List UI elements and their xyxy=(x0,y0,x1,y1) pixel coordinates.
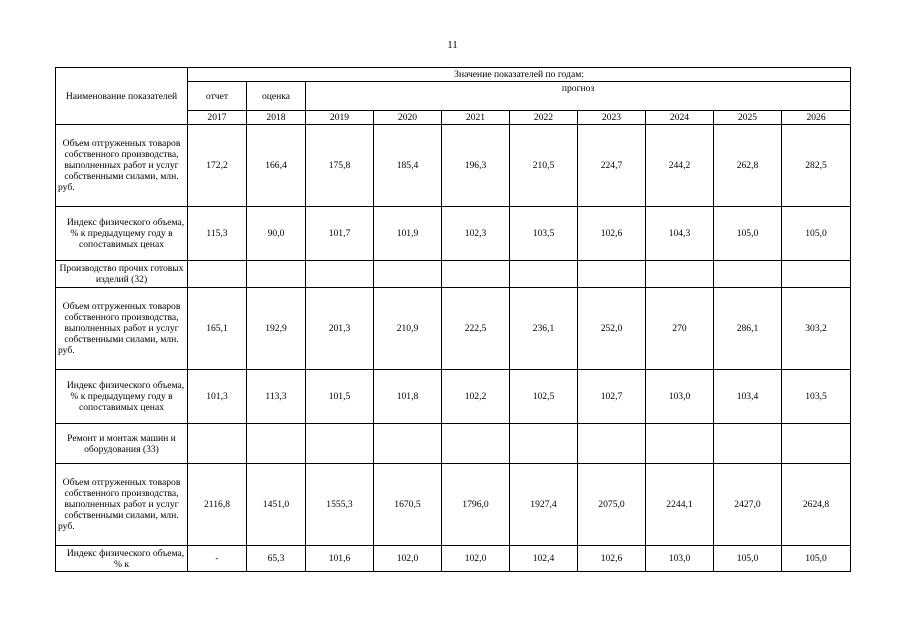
table-row xyxy=(56,261,851,288)
value-cell: 262,8 xyxy=(714,125,782,207)
indicator-name: Индекс физического объема, % к xyxy=(56,546,188,572)
value-cell: 102,6 xyxy=(578,207,646,261)
value-cell xyxy=(782,261,851,288)
value-cell: 252,0 xyxy=(578,288,646,370)
value-cell: - xyxy=(188,546,247,572)
value-cell: 224,7 xyxy=(578,125,646,207)
value-cell: 101,8 xyxy=(374,370,442,424)
values-group-header: Значение показателей по годам: xyxy=(188,68,851,82)
year-header: 2024 xyxy=(646,111,714,125)
value-cell: 270 xyxy=(646,288,714,370)
value-cell: 2244,1 xyxy=(646,464,714,546)
value-cell xyxy=(306,424,374,464)
year-header: 2019 xyxy=(306,111,374,125)
value-cell: 165,1 xyxy=(188,288,247,370)
value-cell xyxy=(714,424,782,464)
value-cell: 101,6 xyxy=(306,546,374,572)
value-cell: 103,0 xyxy=(646,370,714,424)
value-cell: 102,0 xyxy=(374,546,442,572)
value-cell: 1670,5 xyxy=(374,464,442,546)
value-cell: 102,6 xyxy=(578,546,646,572)
value-cell: 1796,0 xyxy=(442,464,510,546)
value-cell: 244,2 xyxy=(646,125,714,207)
value-cell: 102,3 xyxy=(442,207,510,261)
section-title: Производство прочих готовых изделий (32) xyxy=(56,261,188,288)
value-cell: 2116,8 xyxy=(188,464,247,546)
report-header: отчет xyxy=(188,82,247,111)
value-cell: 2624,8 xyxy=(782,464,851,546)
value-cell: 105,0 xyxy=(714,546,782,572)
table-row xyxy=(56,546,851,572)
value-cell: 101,9 xyxy=(374,207,442,261)
value-cell xyxy=(442,261,510,288)
value-cell xyxy=(374,424,442,464)
estimate-header: оценка xyxy=(247,82,306,111)
value-cell xyxy=(578,261,646,288)
value-cell: 2075,0 xyxy=(578,464,646,546)
value-cell xyxy=(374,261,442,288)
value-cell: 1451,0 xyxy=(247,464,306,546)
value-cell: 101,7 xyxy=(306,207,374,261)
value-cell xyxy=(646,261,714,288)
year-header: 2017 xyxy=(188,111,247,125)
value-cell: 105,0 xyxy=(782,546,851,572)
value-cell: 101,3 xyxy=(188,370,247,424)
value-cell: 1555,3 xyxy=(306,464,374,546)
indicator-name: Индекс физического объема, % к предыдущему году в сопоставимых ценах xyxy=(56,370,188,424)
value-cell: 196,3 xyxy=(442,125,510,207)
indicator-name: Объем отгруженных товаров собственного производства, выполненных работ и услуг собственными силами, млн. руб. xyxy=(56,125,188,207)
value-cell: 236,1 xyxy=(510,288,578,370)
value-cell: 192,9 xyxy=(247,288,306,370)
value-cell: 65,3 xyxy=(247,546,306,572)
value-cell: 2427,0 xyxy=(714,464,782,546)
indicator-name: Объем отгруженных товаров собственного производства, выполненных работ и услуг собственными силами, млн. руб. xyxy=(56,464,188,546)
value-cell: 113,3 xyxy=(247,370,306,424)
value-cell: 115,3 xyxy=(188,207,247,261)
table-row xyxy=(56,464,851,546)
value-cell: 201,3 xyxy=(306,288,374,370)
value-cell: 222,5 xyxy=(442,288,510,370)
name-column-header: Наименование показателей xyxy=(56,68,188,125)
value-cell: 102,4 xyxy=(510,546,578,572)
value-cell: 166,4 xyxy=(247,125,306,207)
value-cell: 105,0 xyxy=(782,207,851,261)
value-cell xyxy=(188,424,247,464)
table-row xyxy=(56,125,851,207)
value-cell: 103,5 xyxy=(510,207,578,261)
value-cell: 103,0 xyxy=(646,546,714,572)
year-header: 2018 xyxy=(247,111,306,125)
year-header: 2026 xyxy=(782,111,851,125)
table-row xyxy=(56,288,851,370)
value-cell xyxy=(306,261,374,288)
value-cell: 102,5 xyxy=(510,370,578,424)
indicators-table xyxy=(55,67,851,572)
table-row xyxy=(56,207,851,261)
page-number: 11 xyxy=(447,39,458,51)
value-cell: 172,2 xyxy=(188,125,247,207)
value-cell: 103,5 xyxy=(782,370,851,424)
value-cell: 282,5 xyxy=(782,125,851,207)
value-cell xyxy=(714,261,782,288)
value-cell xyxy=(646,424,714,464)
value-cell xyxy=(510,261,578,288)
table-row xyxy=(56,370,851,424)
value-cell: 102,7 xyxy=(578,370,646,424)
indicator-name: Объем отгруженных товаров собственного производства, выполненных работ и услуг собственными силами, млн. руб. xyxy=(56,288,188,370)
year-header: 2025 xyxy=(714,111,782,125)
value-cell xyxy=(782,424,851,464)
value-cell: 90,0 xyxy=(247,207,306,261)
value-cell xyxy=(442,424,510,464)
table-row xyxy=(56,424,851,464)
value-cell: 210,9 xyxy=(374,288,442,370)
section-title: Ремонт и монтаж машин и оборудования (33) xyxy=(56,424,188,464)
year-header: 2020 xyxy=(374,111,442,125)
value-cell: 286,1 xyxy=(714,288,782,370)
forecast-header: прогноз xyxy=(306,82,851,111)
value-cell xyxy=(247,424,306,464)
year-header: 2022 xyxy=(510,111,578,125)
value-cell: 175,8 xyxy=(306,125,374,207)
value-cell xyxy=(247,261,306,288)
value-cell: 104,3 xyxy=(646,207,714,261)
value-cell: 102,0 xyxy=(442,546,510,572)
value-cell: 1927,4 xyxy=(510,464,578,546)
indicator-name: Индекс физического объема, % к предыдущему году в сопоставимых ценах xyxy=(56,207,188,261)
value-cell: 210,5 xyxy=(510,125,578,207)
value-cell xyxy=(578,424,646,464)
value-cell: 105,0 xyxy=(714,207,782,261)
value-cell xyxy=(510,424,578,464)
year-header: 2021 xyxy=(442,111,510,125)
value-cell: 102,2 xyxy=(442,370,510,424)
year-header: 2023 xyxy=(578,111,646,125)
value-cell: 103,4 xyxy=(714,370,782,424)
value-cell xyxy=(188,261,247,288)
value-cell: 101,5 xyxy=(306,370,374,424)
value-cell: 185,4 xyxy=(374,125,442,207)
value-cell: 303,2 xyxy=(782,288,851,370)
